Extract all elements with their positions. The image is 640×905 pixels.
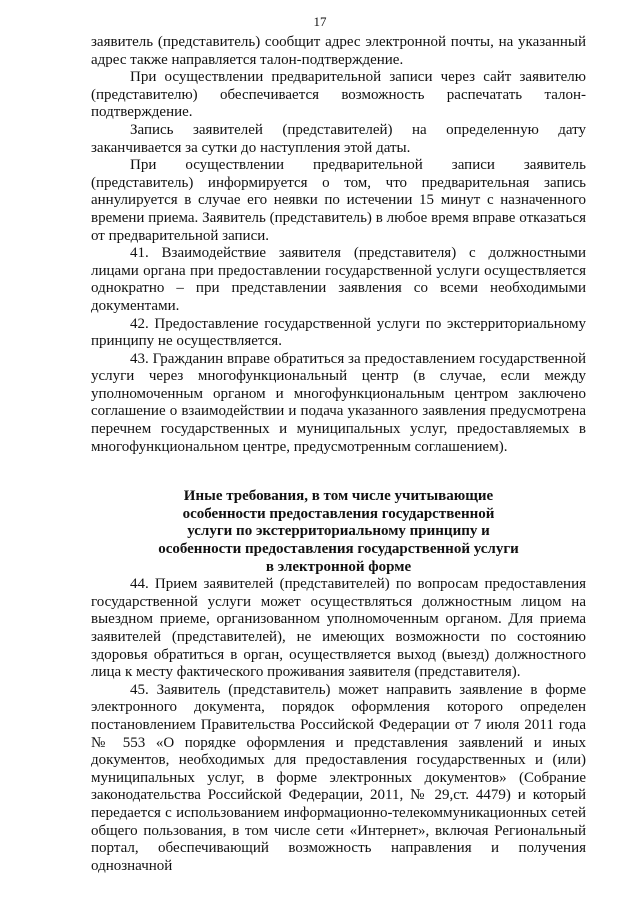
- paragraph-41: 41. Взаимодействие заявителя (представителя) с должностными лицами органа при предоставлении государственной услуги осуществляется однократно – при представлении заявления со всеми необходимыми документами.: [91, 245, 586, 314]
- paragraphs-after-heading: [91, 576, 586, 875]
- heading-line: услуги по экстерриториальному принципу и: [187, 523, 490, 540]
- paragraph: При осуществлении предварительной записи через сайт заявителю (представителю) обеспечивается возможность распечатать талон-подтверждение.: [91, 69, 586, 121]
- paragraph-44: 44. Прием заявителей (представителей) по вопросам предоставления государственной услуги может осуществляться должностным лицом на выездном приеме, организованном уполномоченным органом. Для приема заявителей (представителей), не имеющих возможности по состоянию здоровья обратиться в орган, осуществляется выход (выезд) должностного лица к месту фактического проживания заявителя (представителя).: [91, 576, 586, 681]
- document-body: [91, 34, 586, 875]
- paragraphs-before-heading: [91, 34, 586, 456]
- heading-line: особенности предоставления государственной услуги: [158, 541, 519, 558]
- paragraph: заявитель (представитель) сообщит адрес электронной почты, на указанный адрес также направляется талон-подтверждение.: [91, 34, 586, 68]
- paragraph: Запись заявителей (представителей) на определенную дату заканчивается за сутки до наступления этой даты.: [91, 121, 586, 156]
- section-heading: [91, 488, 586, 576]
- heading-line: Иные требования, в том числе учитывающие: [183, 488, 494, 505]
- page-number: 17: [313, 14, 327, 29]
- heading-line: в электронной форме: [265, 558, 412, 575]
- paragraph: При осуществлении предварительной записи заявитель (представитель) информируется о том, что предварительная запись аннулируется в случае его неявки по истечении 15 минут с назначенного времени приема. Заявитель (представитель) в любое время вправе отказаться от предварительной записи.: [91, 157, 586, 244]
- paragraph-42: 42. Предоставление государственной услуги по экстерриториальному принципу не осуществляется.: [91, 315, 586, 350]
- paragraph-45: 45. Заявитель (представитель) может направить заявление в форме электронного документа, порядок оформления которого определен постановлением Правительства Российской Федерации от 7 июля 2011 года № 553 «О порядке оформления и представления заявлений и иных документов, необходимых для предоставления государственных и (или) муниципальных услуг, в форме электронных документов» (Собрание законодательства Российской Федерации, 2011, № 29,ст. 4479) и который передается с использованием информационно-телекоммуникационных сетей общего пользования, в том числе сети «Интернет», включая Региональный портал, обеспечивающий возможность направления и получения однозначной: [91, 681, 586, 874]
- paragraph-43: 43. Гражданин вправе обратиться за предоставлением государственной услуги через многофункциональный центр (в случае, если между уполномоченным органом и многофункциональным центром заключено соглашение о взаимодействии и подача указанного заявления предусмотрена перечнем государственных и муниципальных услуг, предоставляемых в многофункциональном центре, предусмотренным соглашением).: [91, 350, 586, 455]
- heading-line: особенности предоставления государственной: [182, 505, 495, 522]
